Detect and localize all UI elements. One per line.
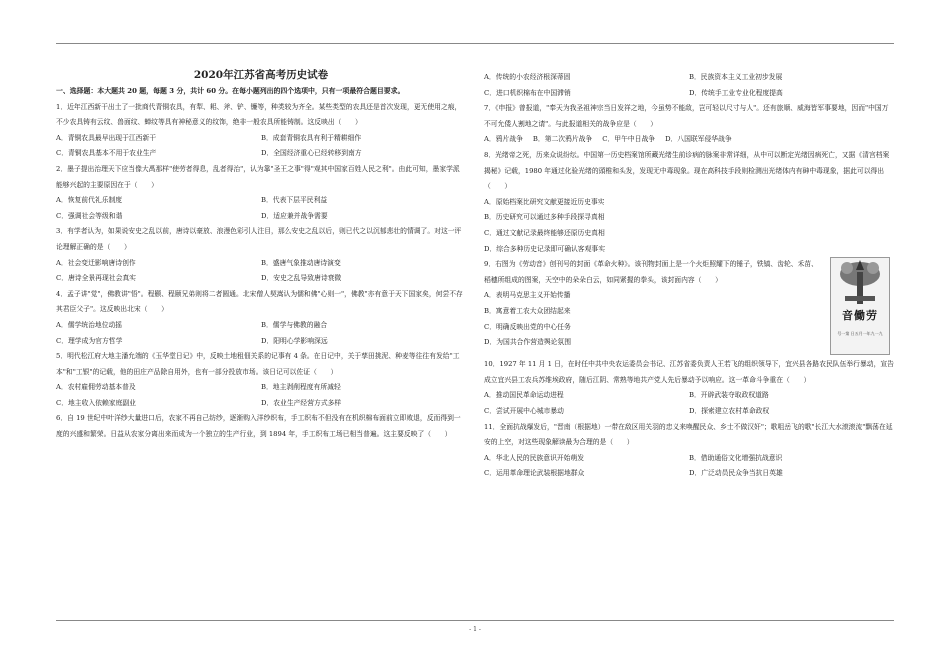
option: B．第二次鸦片战争 [532,135,593,144]
question-3-options [56,256,466,287]
option: B．民族资本主义工业初步发展 [689,73,783,81]
labor-magazine-cover-image [830,257,890,355]
option: D．广泛动员民众争当抗日英雄 [689,469,783,478]
option: C．运用革命理论武装根据地群众 [484,469,585,478]
option: D．综合多种历史记录即可确认客观事实 [484,244,605,253]
option: D．八国联军侵华战争 [665,135,732,144]
option: A．传统的小农经济根深蒂固 [484,73,571,81]
question-7: 7．《申报》曾报道，"奉天为我圣祖神宗当日发祥之地，今虽势不能敌，岂可轻以尺寸与人"。还有旅顺、威海皆军事要地，因而"中国万不可允倭人割地之请"。与此报道相关的战争应是（ ） [484,104,889,128]
question-3: 3．有学者认为，如果说安史之乱以前，唐诗以豪放、浪漫色彩引人注目，那么安史之乱以后，则已代之以沉郁悲壮的情调了。对这一评论理解正确的是（ ） [56,227,462,251]
option: C．通过文献记录最终能够还原历史真相 [484,228,605,237]
option: D．适应兼并战争需要 [261,211,328,220]
option: C．甲午中日战争 [602,135,656,144]
option: B．代表下层平民利益 [261,196,328,205]
question-4: 4．孟子讲"觉"，佛教讲"悟"。程颢、程颐兄弟则将二者圆通。北宋僧人契嵩认为儒和佛"心则一"，佛教"亦有意于天下国家矣，何尝不存其君臣父子"。这反映出北宋（ ） [56,289,463,314]
question-11: 11．全面抗战爆发后，"晋南（根据地）一带在敌区用关羽的忠义来唤醒民众、乡士不做汉奸"；歌咀岳飞的歌"长江大水滚滚流"飘荡在延安的上空，对这些现象解读最为合理的是（ ） [484,422,893,447]
option: B．历史研究可以通过多种手段探寻真相 [484,213,605,222]
question-5: 5．明代松江府大地主潘允端的《玉华堂日记》中，反映土地租佃关系的记事有 4 条。在日记中，关于孳田挑泥、种麦等往往有发给"工本"和"工银"的记载，他的田庄产品除自用外，也有一部分投放市场。该日记可以佐证（ ） [56,352,460,376]
question-9: 9．右图为《劳动音》创刊号的封面《革命火种》。该刊物封面上是一个火炬照耀下的锤子，铁镐、齿轮、禾苗、稻穗所组成的图案，天空中的朵朵白云，如同紧握的拳头，该封面内容（ ） [484,260,818,284]
question-4-options [56,318,466,349]
option: C．理学成为官方哲学 [56,336,123,345]
poster-title: 音働劳 [842,309,878,323]
question-2: 2．墨子提出治理天下应当像大禹那样"使劳者得息，乱者得治"，认为靠"圣王之事"得"观其中国家百姓人民之利"。由此可知，墨家学派能够兴起的主要原因在于（ ） [56,164,460,189]
question-7-options [484,132,894,148]
option: D．阳明心学影响深远 [261,336,328,345]
question-1: 1．近年江西新干出土了一批商代青铜农具，有犁、耜、斧、铲、镰等，种类较为齐全。某些类型的农具还是首次发现，更无使用之痕，不少农具铸有云纹、兽面纹、蝉纹等具有神秘意义的纹饰，绝非一般农具所能铸制。这反映出（ ） [56,102,462,127]
option: C．强调社会等级和谐 [56,211,123,220]
question-6-options [484,70,894,101]
torch-hammer-icon [831,258,889,308]
top-rule [56,43,894,44]
option: D．为国共合作营造舆论氛围 [484,338,572,347]
bottom-rule [56,620,894,621]
question-8: 8．光绪帝之死，历来众说纷纭。中国第一历史档案馆所藏光绪生前诊病的脉案非常详细，从中可以断定光绪因病死亡，又据《清宫档案揭秘》记载，1980 年通过化验光绪的頭椎和头发，发现无中毒现象。现在高科技手段则检测出光绪体内有砷中毒现象，据此可以得出（ ） [484,150,890,191]
option: A．农村雇佣劳动基本普及 [56,383,136,392]
question-2-options [56,193,466,224]
section-heading: 一、选择题：本大题共 20 题，每题 3 分，共计 60 分。在每小题列出的四个选项中，只有一项最符合题目要求。 [56,87,405,95]
option: C．青铜农具基本不用于农业生产 [56,149,157,158]
option: B．寓意着工农大众团结起来 [484,306,571,315]
question-6: 6．自 19 世纪中叶洋纱大量进口后，农家不再自己纺纱，逐渐购入洋纱织布，手工织布不但没有在机织棉布面前立即败退，反而得到一度的兴盛和繁荣。日益从农家分离出来而成为一个独立的生产行业，到 1894 年，手工织布工场已相当普遍。这主要反映了（ ） [56,414,461,439]
question-10: 10．1927 年 11 月 1 日，在时任中共中央农运委员会书记、江苏省委负责人王若飞的组织领导下，宜兴县各路农民队伍举行暴动，宣告成立宜兴县工农兵苏维埃政府，随后江阴、常熟等地共产党人先后暴动予以响应。这一革命斗争重在（ ） [484,360,894,384]
option: C．地主收入依赖家庭副业 [56,398,136,407]
option: B．成套青铜农具有利于精耕细作 [261,133,362,142]
page-number: - 1 - [469,626,481,633]
option: D．全国经济重心已经转移到南方 [261,149,362,158]
question-11-options [484,451,894,482]
option: C．明确反映出党的中心任务 [484,322,571,331]
poster-subtitle: 号一第 日五月一年九一九 [837,331,883,337]
exam-title: 2020年江苏省高考历史试卷 [193,69,329,81]
option: A．恢复前代礼乐制度 [56,196,123,205]
option: B．借助通俗文化增强抗战意识 [689,453,783,462]
option: A．表明马克思主义开始传播 [484,291,571,300]
option: D．安史之乱导致唐诗衰微 [261,274,342,283]
option: B．儒学与佛教的融合 [261,320,328,329]
option: A．社会变迁影响唐诗创作 [56,258,136,267]
option: B．盛唐气象推动唐诗演变 [261,258,341,267]
option: A．原始档案比研究文献更接近历史事实 [484,197,605,206]
option: C．唐诗全景再现社会真实 [56,274,136,283]
option: C．尝试开展中心城市暴动 [484,406,564,415]
question-5-options [56,380,466,411]
option: A．推动国民革命运动进程 [484,391,564,400]
left-column [56,60,466,443]
option: A．鸦片战争 [484,135,523,144]
option: D．农业生产经营方式多样 [261,398,342,407]
option: A．儒学统治地位动摇 [56,320,123,329]
question-10-options [484,388,894,419]
right-column [484,70,894,482]
option: C．进口机织棉布在中国滞销 [484,88,571,97]
option: D．传统手工业专业化程度提高 [689,88,783,97]
option: B．开辟武装夺取政权道路 [689,391,769,400]
question-1-options [56,131,466,162]
option: A．华北人民的民族意识开始萌发 [484,453,585,462]
option: D．探索建立农村革命政权 [689,406,770,415]
option: A．青铜农具最早出现于江西新干 [56,133,157,142]
option: B．地主剥削程度有所减轻 [261,383,341,392]
